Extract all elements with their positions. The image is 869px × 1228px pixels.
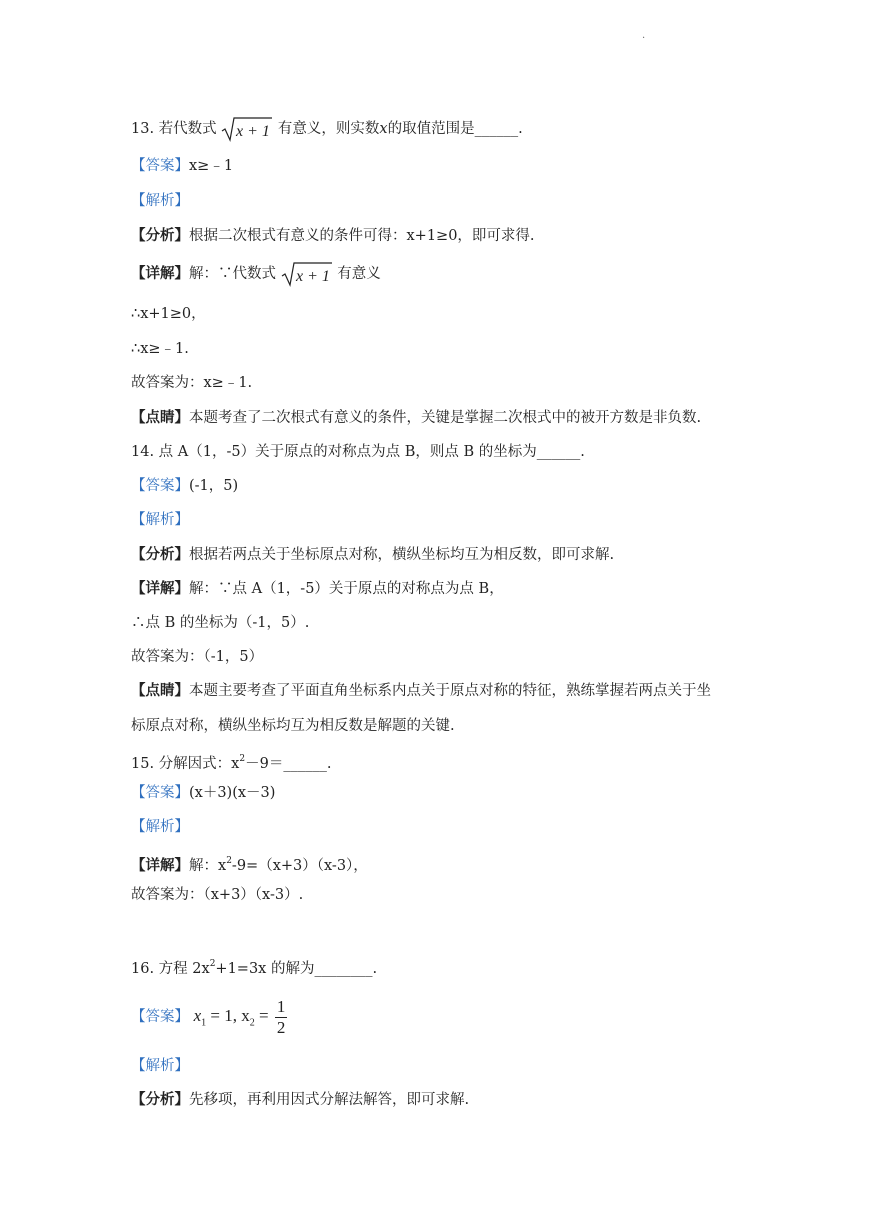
q16-sub1: 1 — [201, 1017, 207, 1029]
q16-stem-sup: 2 — [209, 959, 216, 969]
q13-stem — [131, 116, 523, 142]
q15-xiangjie-tag: 【详解】 — [131, 857, 189, 874]
q14-xiangjie-tag: 【详解】 — [131, 580, 189, 597]
q15-answer-value: (x＋3)(x－3) — [189, 785, 276, 801]
q13-stem-pre: 13. 若代数式 — [131, 121, 217, 137]
q13-dianjing-text: 本题考查了二次根式有意义的条件，关键是掌握二次根式中的被开方数是非负数. — [189, 410, 702, 426]
q13-fenxi-text: 根据二次根式有意义的条件可得：x+1≥0，即可求得. — [189, 228, 535, 244]
q13-stem-post: 有意义，则实数 — [277, 121, 380, 137]
q13-fenxi — [131, 226, 535, 246]
q13-fenxi-tag: 【分析】 — [131, 227, 189, 244]
q15-xiangjie-sup: 2 — [226, 856, 232, 866]
q15-answer — [131, 783, 275, 803]
q13-xiangjie-tag: 【详解】 — [131, 265, 189, 282]
q13-xiangjie-post: 有意义 — [337, 266, 381, 282]
q16-answer — [131, 994, 287, 1045]
q15-xiangjie-post: -9=（x+3）（x-3）， — [231, 858, 368, 874]
q16-answer-tag: 【答案】 — [131, 1009, 189, 1025]
q13-step2: ∴x≥﹣1. — [131, 341, 189, 357]
q13-sqrt-expression — [221, 116, 273, 142]
q14-fenxi-text: 根据若两点关于坐标原点对称，横纵坐标均互为相反数，即可求解. — [189, 547, 615, 563]
q14-jiexi: 【解析】 — [131, 512, 189, 528]
q16-jiexi: 【解析】 — [131, 1058, 189, 1074]
q14-dianjing-tag: 【点睛】 — [131, 682, 189, 699]
q14-fenxi-tag: 【分析】 — [131, 546, 189, 563]
q13-answer-value: x≥﹣1 — [189, 158, 234, 174]
q13-dianjing — [131, 408, 701, 428]
q13-sqrt-radicand: x + 1 — [236, 123, 271, 140]
q14-fenxi — [131, 545, 614, 565]
q14-dianjing-line2: 标原点对称，横纵坐标均互为相反数是解题的关键. — [131, 718, 455, 734]
q13-answer-tag: 【答案】 — [131, 158, 189, 174]
q14-answer-value: (-1，5) — [189, 478, 239, 494]
q13-dianjing-tag: 【点睛】 — [131, 409, 189, 426]
q14-final: 故答案为：（-1，5） — [131, 649, 264, 665]
q13-xiangjie-pre: 解：∵代数式 — [189, 266, 276, 282]
q14-dianjing — [131, 681, 711, 701]
q14-dianjing-line1: 本题主要考查了平面直角坐标系内点关于原点对称的特征，熟练掌握若两点关于坐 — [189, 683, 711, 699]
q16-stem — [131, 954, 377, 979]
q16-fraction-num: 1 — [276, 996, 286, 1016]
q13-xiangjie — [131, 261, 381, 287]
q13-xiangjie-sqrt — [281, 261, 333, 287]
q16-eq1: = 1, x — [206, 1006, 250, 1025]
q14-answer — [131, 476, 238, 496]
q15-stem-sup: 2 — [239, 754, 246, 764]
q15-stem — [131, 749, 331, 774]
q13-stem-end: 的取值范围是______. — [387, 121, 523, 137]
header-mark: . — [642, 30, 646, 41]
q14-stem: 14. 点 A（1，-5）关于原点的对称点为点 B，则点 B 的坐标为______. — [131, 444, 585, 460]
q16-stem-pre: 16. 方程 2x — [131, 961, 210, 977]
q14-xiangjie-text: 解：∵点 A（1，-5）关于原点的对称点为点 B， — [189, 581, 504, 597]
q14-step1: ∴点 B 的坐标为（-1，5）. — [131, 615, 310, 631]
q16-fenxi — [131, 1090, 469, 1110]
q16-answer-formula — [193, 996, 288, 1037]
q16-sub2: 2 — [249, 1017, 255, 1029]
q13-final: 故答案为：x≥﹣1. — [131, 375, 253, 391]
q15-xiangjie-pre: 解：x — [189, 858, 227, 874]
q14-answer-tag: 【答案】 — [131, 478, 189, 494]
q16-fraction — [275, 997, 288, 1038]
q16-stem-post: +1=3x 的解为________. — [215, 961, 378, 977]
q15-stem-post: －9＝______. — [245, 756, 332, 772]
q14-xiangjie — [131, 579, 504, 599]
q16-x1: x — [193, 1006, 202, 1025]
q13-var: x — [379, 121, 388, 137]
q15-answer-tag: 【答案】 — [131, 785, 189, 801]
q15-stem-pre: 15. 分解因式：x — [131, 756, 240, 772]
q15-jiexi: 【解析】 — [131, 819, 189, 835]
q15-final: 故答案为：（x+3）（x-3）. — [131, 887, 304, 903]
q16-eq2: = — [254, 1006, 273, 1025]
q13-answer — [131, 156, 233, 176]
q15-xiangjie — [131, 851, 368, 876]
q16-fenxi-text: 先移项，再利用因式分解法解答，即可求解. — [189, 1092, 470, 1108]
q16-fraction-den: 2 — [276, 1017, 286, 1037]
q13-jiexi: 【解析】 — [131, 193, 189, 209]
q13-step1: ∴x+1≥0， — [131, 306, 206, 322]
q13-xiangjie-radicand: x + 1 — [295, 268, 330, 285]
q16-fenxi-tag: 【分析】 — [131, 1091, 189, 1108]
